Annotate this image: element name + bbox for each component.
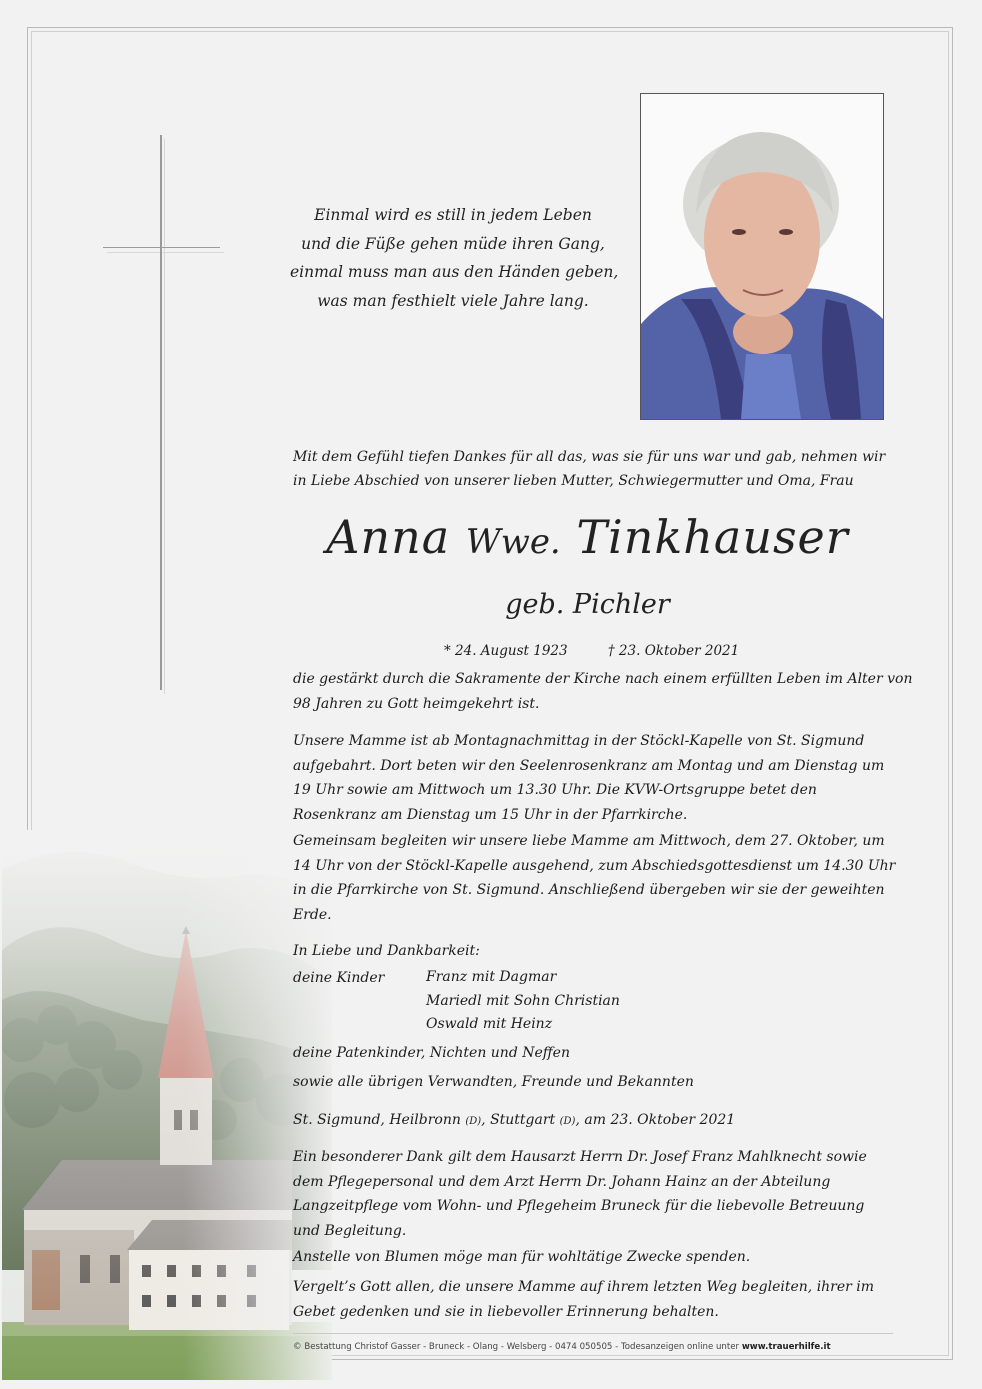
cross-vertical-bar xyxy=(160,135,162,690)
place-date xyxy=(293,1108,735,1134)
place-part: , Stuttgart xyxy=(481,1112,556,1128)
paragraph-donations: Anstelle von Blumen möge man für wohltätige Zwecke spenden. xyxy=(293,1249,751,1265)
text-line: dem Pflegepersonal und dem Arzt Herrn Dr. Johann Hainz an der Abteilung xyxy=(293,1173,831,1190)
text-line: und Begleitung. xyxy=(293,1222,407,1239)
footer-divider xyxy=(293,1333,893,1334)
text-line: 14 Uhr von der Stöckl-Kapelle ausgehend, zum Abschiedsgottesdienst um 14.30 Uhr xyxy=(293,857,896,874)
text-line: Erde. xyxy=(293,906,332,923)
paragraph-funeral xyxy=(293,829,896,927)
deceased-name xyxy=(295,505,880,574)
birth-date: * 24. August 1923 xyxy=(444,643,568,659)
cross-shadow-horizontal xyxy=(107,252,224,253)
poem-line: Einmal wird es still in jedem Leben xyxy=(314,206,592,224)
children-list xyxy=(426,966,620,1037)
paragraph-blessing xyxy=(293,1275,884,1324)
text-line: Vergelt’s Gott allen, die unsere Mamme auf ihrem letzten Weg begleiten, ihrer im xyxy=(293,1279,875,1295)
country-code: (D) xyxy=(559,1116,576,1127)
text-line: 98 Jahren zu Gott heimgekehrt ist. xyxy=(293,695,540,712)
footer-link[interactable]: www.trauerhilfe.it xyxy=(741,1342,831,1352)
text-line: Gebet gedenken und sie in liebevoller Erinnerung behalten. xyxy=(293,1303,719,1320)
cross-shadow-vertical xyxy=(164,139,165,694)
child-entry: Mariedl mit Sohn Christian xyxy=(426,992,620,1009)
text-line: in die Pfarrkirche von St. Sigmund. Anschließend übergeben wir sie der geweihten xyxy=(293,882,885,898)
death-date: † 23. Oktober 2021 xyxy=(607,643,740,659)
place-part: , am 23. Oktober 2021 xyxy=(575,1112,736,1128)
paragraph-return-to-god xyxy=(293,667,913,716)
text-line: Unsere Mamme ist ab Montagnachmittag in der Stöckl-Kapelle von St. Sigmund xyxy=(293,733,865,749)
first-name: Anna xyxy=(326,510,451,564)
place-part: St. Sigmund, Heilbronn xyxy=(293,1112,461,1128)
text-line: Langzeitpflege vom Wohn- und Pflegeheim Bruneck für die liebevolle Betreuung xyxy=(293,1198,865,1214)
poem-line: einmal muss man aus den Händen geben, xyxy=(290,263,619,281)
paragraph-wake xyxy=(293,729,884,827)
widow-title: Wwe. xyxy=(465,522,561,562)
portrait-photo xyxy=(640,93,884,420)
country-code: (D) xyxy=(465,1116,482,1127)
text-line: 19 Uhr sowie am Mittwoch um 13.30 Uhr. Die KVW-Ortsgruppe betet den xyxy=(293,782,817,798)
poem-line: und die Füße gehen müde ihren Gang, xyxy=(301,234,605,253)
footer xyxy=(293,1340,893,1354)
poem-line: was man festhielt viele Jahre lang. xyxy=(317,291,589,310)
maiden-name: geb. Pichler xyxy=(505,589,670,620)
greeting: In Liebe und Dankbarkeit: xyxy=(293,943,480,959)
poem xyxy=(290,201,619,315)
cross-horizontal-bar xyxy=(103,247,220,248)
text-line: Ein besonderer Dank gilt dem Hausarzt Herrn Dr. Josef Franz Mahlknecht sowie xyxy=(293,1149,867,1165)
intro-line: Mit dem Gefühl tiefen Dankes für all das, was sie für uns war und gab, nehmen wir xyxy=(293,449,886,465)
paragraph-thanks xyxy=(293,1145,884,1243)
text-line: Rosenkranz am Dienstag um 15 Uhr in der Pfarrkirche. xyxy=(293,806,688,823)
last-name: Tinkhauser xyxy=(576,510,849,564)
text-line: Gemeinsam begleiten wir unsere liebe Mamme am Mittwoch, dem 27. Oktober, um xyxy=(293,833,885,849)
life-dates xyxy=(444,640,739,662)
text-line: die gestärkt durch die Sakramente der Kirche nach einem erfüllten Leben im Alter von xyxy=(293,671,913,687)
intro-text xyxy=(293,445,893,493)
church-landscape-image xyxy=(2,830,332,1380)
footer-text: © Bestattung Christof Gasser - Bruneck - Olang - Welsberg - 0474 050505 - Todesanzeigen online unter xyxy=(293,1342,742,1352)
child-entry: Franz mit Dagmar xyxy=(426,969,557,985)
godchildren-line: deine Patenkinder, Nichten und Neffen xyxy=(293,1045,570,1061)
relatives-line: sowie alle übrigen Verwandten, Freunde und Bekannten xyxy=(293,1074,694,1090)
child-entry: Oswald mit Heinz xyxy=(426,1016,553,1032)
text-line: aufgebahrt. Dort beten wir den Seelenrosenkranz am Montag und am Dienstag um xyxy=(293,757,885,774)
intro-line: in Liebe Abschied von unserer lieben Mutter, Schwiegermutter und Oma, Frau xyxy=(293,473,854,489)
children-label: deine Kinder xyxy=(293,970,385,986)
